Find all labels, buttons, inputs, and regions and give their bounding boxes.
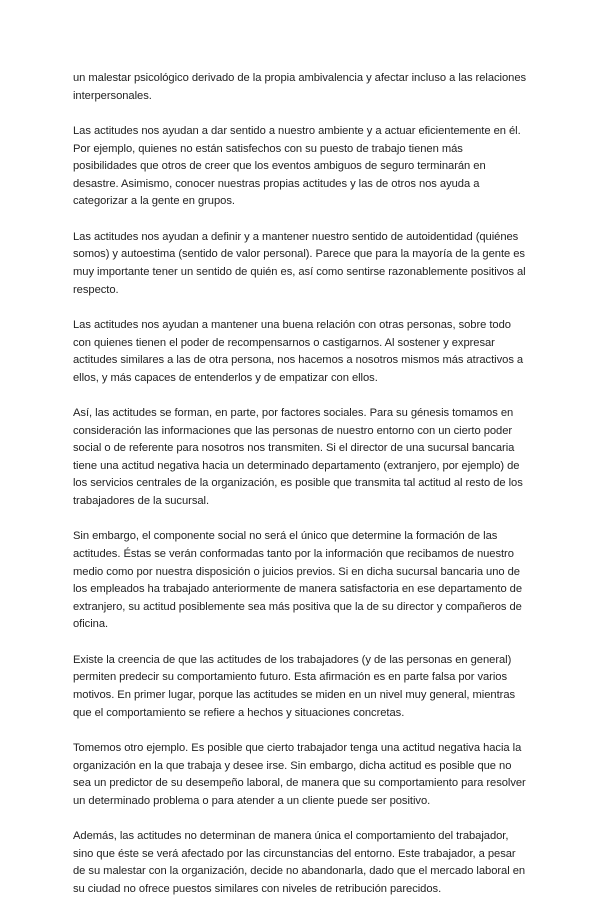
text-line: un malestar psicológico derivado de la propia ambivalencia y afectar incluso a las relaciones xyxy=(73,72,527,84)
paragraph xyxy=(73,229,528,299)
text-line: Las actitudes nos ayudan a mantener una buena relación con otras personas, sobre todo xyxy=(73,318,511,331)
text-line: Por ejemplo, quienes no están satisfechos con su puesto de trabajo tienen más xyxy=(73,142,463,155)
text-line: trabajadores de la sucursal. xyxy=(73,495,210,508)
text-line: Además, las actitudes no determinan de manera única el comportamiento del trabajador, xyxy=(73,830,509,843)
text-line: somos) y autoestima (sentido de valor personal). Parece que para la mayoría de la gente es xyxy=(73,248,525,261)
text-line: categorizar a la gente en grupos. xyxy=(73,195,235,208)
text-line: motivos. En primer lugar, porque las actitudes se miden en un nivel muy general, mientras xyxy=(73,689,516,701)
text-line: desastre. Asimismo, conocer nuestras propias actitudes y las de otros nos ayuda a xyxy=(73,177,480,190)
text-line: Las actitudes nos ayudan a definir y a mantener nuestro sentido de autoidentidad (quiénes xyxy=(73,230,519,243)
text-line: su ciudad no ofrece puestos similares con niveles de retribución parecidos. xyxy=(73,882,442,895)
paragraph xyxy=(73,405,528,511)
paragraph xyxy=(73,123,528,211)
text-line: con quienes tienen el poder de recompensarnos o castigarnos. Al sostener y expresar xyxy=(73,336,495,349)
text-line: ellos, y más capaces de entenderlos y de empatizar con ellos. xyxy=(73,371,378,384)
text-line: actitudes similares a las de otra persona, nos hacemos a nosotros mismos más atractivos a xyxy=(73,354,524,367)
text-line: posibilidades que otros de creer que los eventos ambiguos de seguro terminarán en xyxy=(73,160,486,173)
text-line: Tomemos otro ejemplo. Es posible que cierto trabajador tenga una actitud negativa hacia la xyxy=(73,741,522,754)
text-line: Las actitudes nos ayudan a dar sentido a nuestro ambiente y a actuar eficientemente en él. xyxy=(73,124,521,137)
paragraph xyxy=(73,528,528,634)
text-line: un determinado problema o para atender a un cliente puede ser positivo. xyxy=(73,794,431,807)
text-line: sino que éste se verá afectado por las circunstancias del entorno. Este trabajador, a pesar xyxy=(73,847,516,860)
text-line: los servicios centrales de la organización, es posible que transmita tal actitud al resto de los xyxy=(73,477,523,490)
text-line: sea un predictor de su desempeño laboral, de manera que su comportamiento para resolver xyxy=(73,777,526,790)
text-line: que el comportamiento se refiere a hechos y situaciones concretas. xyxy=(73,706,405,719)
text-line: los empleados ha trabajado anteriormente de manera satisfactoria en ese departamento de xyxy=(73,583,523,596)
text-line: actitudes. Éstas se verán conformadas tanto por la información que recibamos de nuestro xyxy=(73,548,514,561)
paragraph xyxy=(73,317,528,387)
text-line: Así, las actitudes se forman, en parte, por factores sociales. Para su génesis tomamos en xyxy=(73,407,514,420)
text-line: extranjero, su actitud posiblemente sea más positiva que la de su director y compañeros de xyxy=(73,600,522,613)
text-line: tiene una actitud negativa hacia un determinado departamento (extranjero, por ejemplo) de xyxy=(73,459,520,472)
text-line: consideración las informaciones que las personas de nuestro entorno con un cierto poder xyxy=(73,424,513,437)
text-line: Existe la creencia de que las actitudes de los trabajadores (y de las personas en general) xyxy=(73,653,512,666)
paragraph xyxy=(73,828,528,898)
text-line: de su malestar con la organización, decide no abandonarla, dado que el mercado laboral en xyxy=(73,865,526,878)
paragraph xyxy=(73,70,528,105)
text-line: permiten predecir su comportamiento futuro. Esta afirmación es en parte falsa por varios xyxy=(73,671,507,684)
text-line: respecto. xyxy=(73,283,119,296)
text-line: organización en la que trabaja y desee irse. Sin embargo, dicha actitud es posible que no xyxy=(73,759,512,772)
text-line: interpersonales. xyxy=(73,89,152,102)
document-page xyxy=(73,70,528,916)
text-line: oficina. xyxy=(73,618,109,631)
paragraph xyxy=(73,740,528,810)
text-line: social o de referente para nosotros nos transmiten. Si el director de una sucursal bancaria xyxy=(73,442,515,455)
text-line: muy importante tener un sentido de quién es, así como sentirse razonablemente positivos al xyxy=(73,265,526,278)
text-line: Sin embargo, el componente social no será el único que determine la formación de las xyxy=(73,530,498,543)
paragraph xyxy=(73,652,528,722)
text-line: medio como por nuestra disposición o juicios previos. Si en dicha sucursal bancaria uno de xyxy=(73,565,520,578)
